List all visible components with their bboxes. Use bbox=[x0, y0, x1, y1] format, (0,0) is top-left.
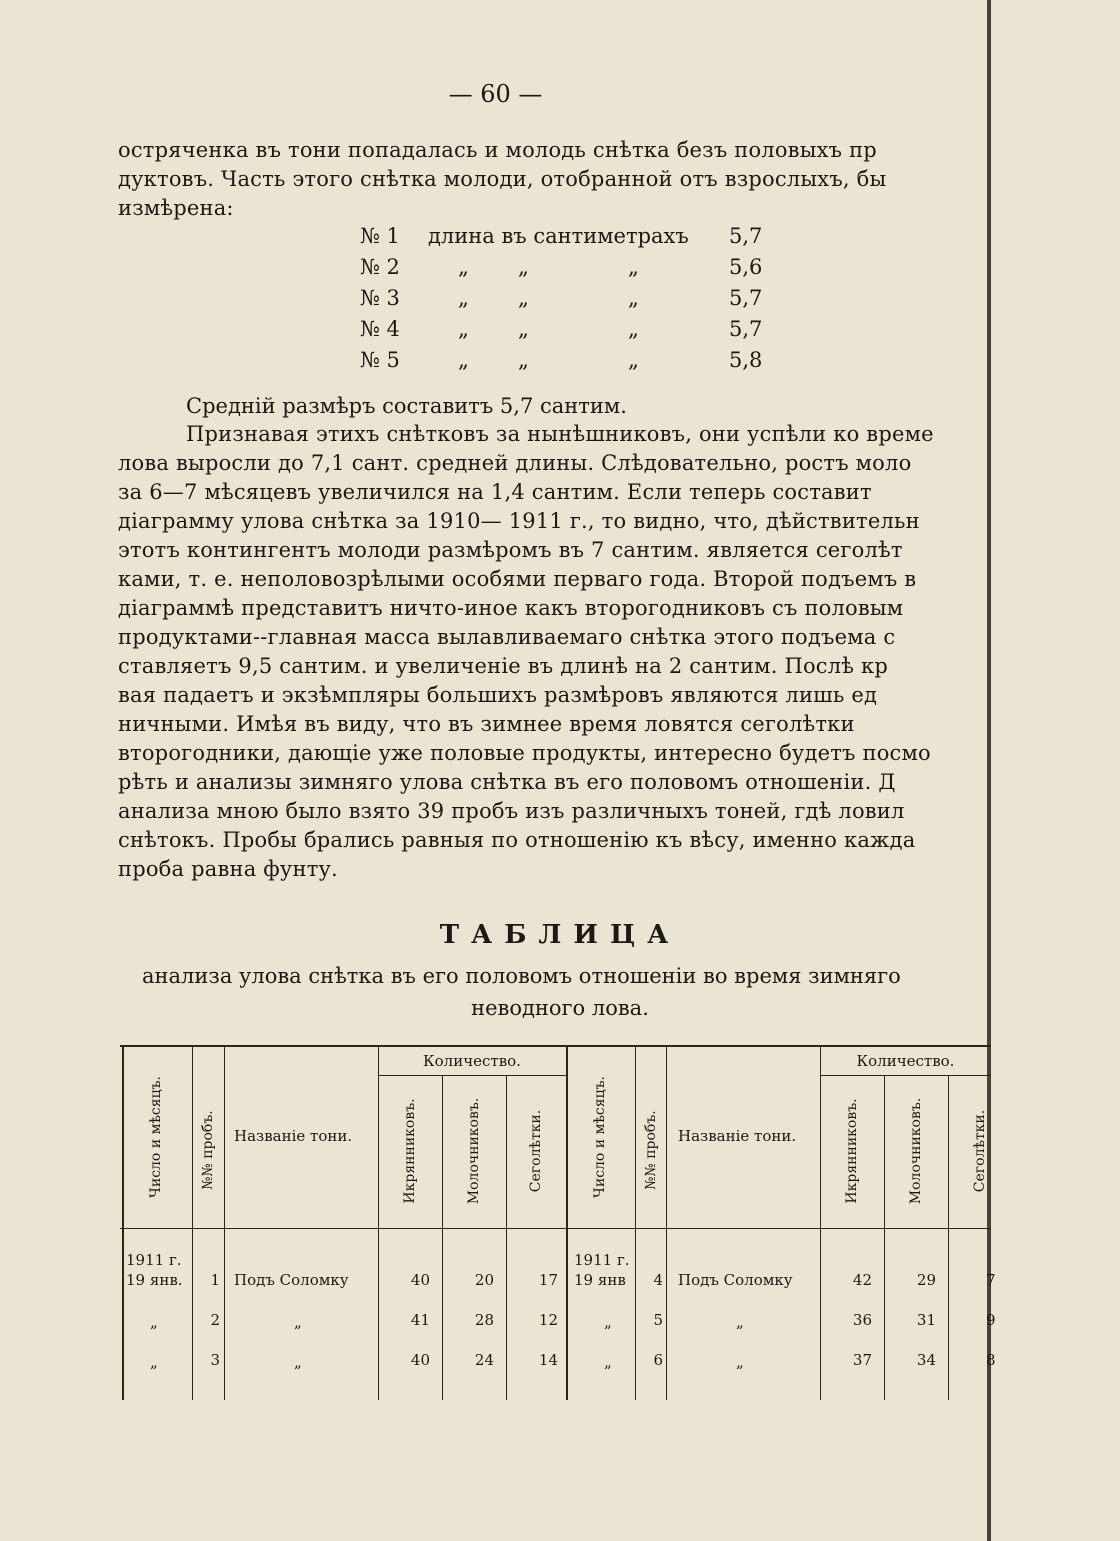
cell-ikr: 40 bbox=[410, 1351, 430, 1369]
text-line: анализа мною было взято 39 пробъ изъ различныхъ тоней, гдѣ ловил bbox=[118, 799, 905, 823]
cell-date: „ bbox=[150, 1313, 158, 1331]
cell-sample: 5 bbox=[653, 1311, 663, 1329]
text-line: снѣтокъ. Пробы брались равныя по отношенiю къ вѣсу, именно кажда bbox=[118, 828, 916, 852]
header-date: Число и мѣсяцъ. bbox=[148, 1076, 164, 1198]
measurement-number: № 5 bbox=[360, 348, 400, 372]
header-seg: Сеголѣтки. bbox=[972, 1109, 988, 1193]
cell-ikr: 41 bbox=[410, 1311, 430, 1329]
measurement-number: № 3 bbox=[360, 286, 400, 310]
paragraph-2 bbox=[118, 420, 988, 884]
ditto-mark: „ bbox=[458, 255, 469, 279]
header-ikr: Икрянниковъ. bbox=[844, 1098, 860, 1204]
header-name: Названiе тони. bbox=[234, 1127, 353, 1145]
measurement-row bbox=[360, 348, 780, 379]
table-title: ТАБЛИЦА bbox=[439, 920, 681, 950]
cell-ikr: 42 bbox=[852, 1271, 872, 1289]
cell-seg: 14 bbox=[538, 1351, 558, 1369]
cell-ikr: 40 bbox=[410, 1271, 430, 1289]
ditto-mark: „ bbox=[518, 286, 529, 310]
text-line: дiаграммѣ представитъ ничто-иное какъ второгодниковъ съ половым bbox=[118, 596, 904, 620]
text-line: дiаграмму улова снѣтка за 1910— 1911 г., то видно, что, дѣйствительн bbox=[118, 509, 920, 533]
table-top-rule bbox=[120, 1045, 991, 1047]
header-sample: №№ пробъ. bbox=[643, 1110, 659, 1190]
cell-seg: 8 bbox=[986, 1351, 996, 1369]
cell-sample: 3 bbox=[210, 1351, 220, 1369]
cell-sample: 1 bbox=[210, 1271, 220, 1289]
header-ikr: Икрянниковъ. bbox=[402, 1098, 418, 1204]
column-rule bbox=[192, 1045, 193, 1400]
ditto-mark: „ bbox=[628, 255, 639, 279]
measurement-number: № 4 bbox=[360, 317, 400, 341]
header-date: Число и мѣсяцъ. bbox=[592, 1076, 608, 1198]
cell-mol: 28 bbox=[474, 1311, 494, 1329]
column-rule bbox=[122, 1045, 124, 1400]
cell-date: „ bbox=[150, 1353, 158, 1371]
measurement-label: длина въ сантиметрахъ bbox=[428, 224, 689, 248]
measurement-number: № 1 bbox=[360, 224, 400, 248]
text-line: дуктовъ. Часть этого снѣтка молоди, отобранной отъ взрослыхъ, бы bbox=[118, 167, 887, 191]
text-line: второгодники, дающiе уже половые продукты, интересно будетъ посмо bbox=[118, 741, 931, 765]
cell-date: „ bbox=[604, 1353, 612, 1371]
header-seg: Сеголѣтки. bbox=[528, 1109, 544, 1193]
text-line: Признавая этихъ снѣтковъ за нынѣшниковъ, они успѣли ко време bbox=[186, 422, 934, 446]
ditto-mark: „ bbox=[628, 286, 639, 310]
header-mol: Молочниковъ. bbox=[466, 1097, 482, 1205]
header-bottom-rule bbox=[120, 1228, 991, 1229]
ditto-mark: „ bbox=[458, 348, 469, 372]
cell-ikr: 37 bbox=[852, 1351, 872, 1369]
ditto-mark: „ bbox=[628, 317, 639, 341]
column-rule bbox=[635, 1045, 636, 1400]
ditto-mark: „ bbox=[518, 317, 529, 341]
cell-year: 1911 г. bbox=[126, 1251, 182, 1269]
measurement-value: 5,7 bbox=[729, 286, 763, 310]
text-line: измѣрена: bbox=[118, 196, 234, 220]
cell-year: 1911 г. bbox=[574, 1251, 630, 1269]
paragraph-1 bbox=[118, 136, 988, 223]
cell-name: Подъ Соломку bbox=[234, 1271, 349, 1289]
ditto-mark: „ bbox=[518, 348, 529, 372]
measurement-value: 5,7 bbox=[729, 224, 763, 248]
text-line: ставляетъ 9,5 сантим. и увеличенiе въ длинѣ на 2 сантим. Послѣ кр bbox=[118, 654, 889, 678]
measurement-value: 5,7 bbox=[729, 317, 763, 341]
header-name: Названiе тони. bbox=[678, 1127, 797, 1145]
cell-seg: 9 bbox=[986, 1311, 996, 1329]
measurement-row bbox=[360, 317, 780, 348]
cell-mol: 34 bbox=[916, 1351, 936, 1369]
table-subtitle: анализа улова снѣтка въ его половомъ отношенiи во время зимняго bbox=[142, 964, 901, 988]
cell-seg: 12 bbox=[538, 1311, 558, 1329]
data-table bbox=[120, 1045, 996, 1400]
cell-name: „ bbox=[736, 1313, 744, 1331]
header-quantity: Количество. bbox=[856, 1052, 955, 1070]
cell-name: „ bbox=[294, 1353, 302, 1371]
ditto-mark: „ bbox=[458, 286, 469, 310]
measurement-row bbox=[360, 286, 780, 317]
text-line: за 6—7 мѣсяцевъ увеличился на 1,4 сантим. Если теперь составит bbox=[118, 480, 872, 504]
text-line: ками, т. е. неполовозрѣлыми особями перваго года. Второй подъемъ в bbox=[118, 567, 917, 591]
text-line: рѣть и анализы зимняго улова снѣтка въ его половомъ отношенiи. Д bbox=[118, 770, 896, 794]
measurement-list bbox=[360, 224, 780, 379]
measurement-number: № 2 bbox=[360, 255, 400, 279]
cell-sample: 4 bbox=[653, 1271, 663, 1289]
column-rule bbox=[666, 1045, 667, 1400]
text-line: вая падаетъ и экзѣмпляры большихъ размѣровъ являются лишь ед bbox=[118, 683, 878, 707]
cell-seg: 7 bbox=[986, 1271, 996, 1289]
text-line: ничными. Имѣя въ виду, что въ зимнее время ловятся сеголѣтки bbox=[118, 712, 855, 736]
summary-line: Среднiй размѣръ составитъ 5,7 сантим. bbox=[186, 394, 627, 418]
cell-mol: 29 bbox=[916, 1271, 936, 1289]
cell-sample: 2 bbox=[210, 1311, 220, 1329]
cell-mol: 31 bbox=[916, 1311, 936, 1329]
measurement-value: 5,6 bbox=[729, 255, 763, 279]
header-quantity: Количество. bbox=[423, 1052, 521, 1070]
page-number: — 60 — bbox=[448, 80, 543, 108]
text-line: остряченка въ тони попадалась и молодь снѣтка безъ половыхъ пр bbox=[118, 138, 877, 162]
header-rule bbox=[820, 1075, 991, 1076]
measurement-row bbox=[360, 255, 780, 286]
text-line: этотъ контингентъ молоди размѣромъ въ 7 сантим. является сеголѣт bbox=[118, 538, 903, 562]
column-rule bbox=[378, 1045, 379, 1400]
header-mol: Молочниковъ. bbox=[908, 1097, 924, 1205]
text-line: продуктами--главная масса вылавливаемаго снѣтка этого подъема с bbox=[118, 625, 896, 649]
header-sample: №№ пробъ. bbox=[200, 1110, 216, 1190]
measurement-row bbox=[360, 224, 780, 255]
cell-date: 19 янв. bbox=[126, 1271, 183, 1289]
cell-sample: 6 bbox=[653, 1351, 663, 1369]
cell-date: 19 янв bbox=[574, 1271, 626, 1289]
cell-mol: 20 bbox=[474, 1271, 494, 1289]
column-rule bbox=[948, 1075, 949, 1400]
cell-name: Подъ Соломку bbox=[678, 1271, 793, 1289]
ditto-mark: „ bbox=[628, 348, 639, 372]
column-rule bbox=[820, 1045, 821, 1400]
ditto-mark: „ bbox=[518, 255, 529, 279]
measurement-value: 5,8 bbox=[729, 348, 763, 372]
header-rule bbox=[378, 1075, 566, 1076]
text-line: проба равна фунту. bbox=[118, 857, 338, 881]
cell-name: „ bbox=[736, 1353, 744, 1371]
cell-seg: 17 bbox=[538, 1271, 558, 1289]
cell-mol: 24 bbox=[474, 1351, 494, 1369]
text-line: лова выросли до 7,1 сант. средней длины. Слѣдовательно, ростъ моло bbox=[118, 451, 912, 475]
cell-date: „ bbox=[604, 1313, 612, 1331]
column-rule bbox=[566, 1045, 568, 1400]
cell-ikr: 36 bbox=[852, 1311, 872, 1329]
table-subtitle: неводного лова. bbox=[471, 996, 649, 1020]
ditto-mark: „ bbox=[458, 317, 469, 341]
column-rule bbox=[224, 1045, 225, 1400]
cell-name: „ bbox=[294, 1313, 302, 1331]
